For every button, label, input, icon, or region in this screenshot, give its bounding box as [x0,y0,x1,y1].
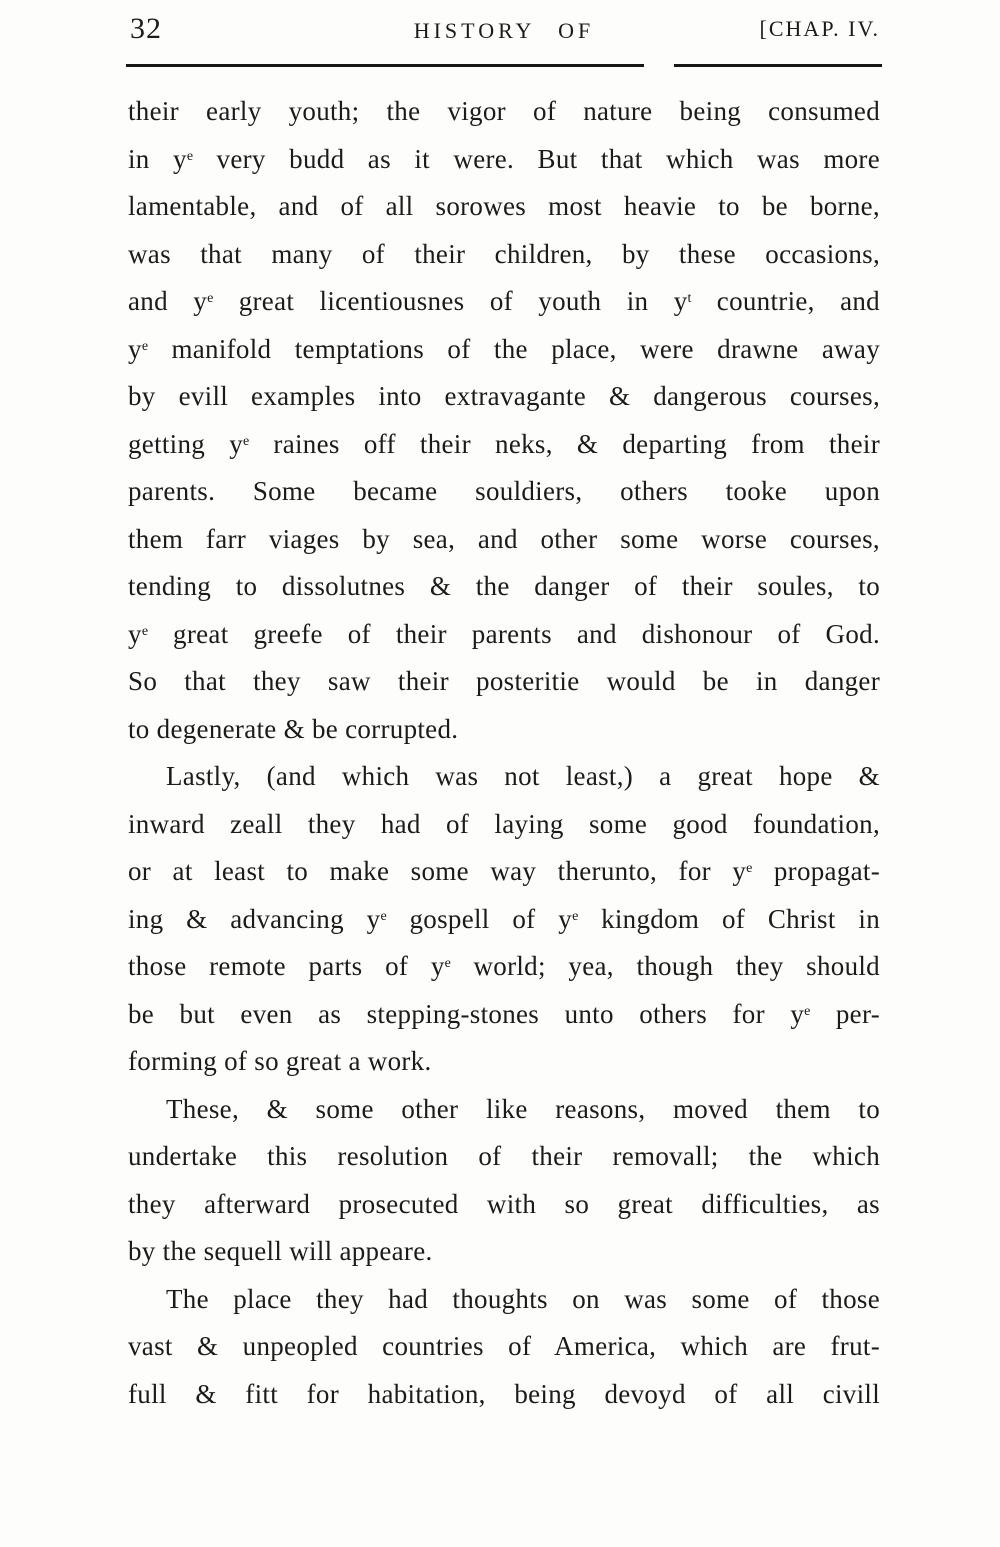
text-line: undertake this resolution of their removall; the which [128,1141,880,1171]
header-rule [126,64,882,67]
text-line: those remote parts of $y^e$ world; yea, though they should [128,951,880,981]
text-line: Lastly, (and which was not least,) a great hope & [166,761,880,791]
text-line: in $y^e$ very budd as it were. But that which was more [128,143,880,174]
text-line: The place they had thoughts on was some of those [166,1283,880,1314]
chapter-label: [CHAP. IV. [759,16,880,41]
text-line: vast & unpeopled countries of America, which are frut- [128,1331,880,1361]
text-line: lamentable, and of all sorowes most heavie to be borne, [128,191,880,221]
text-line: and $y^e$ great licentiousnes of youth in $y^t$ countrie, and [128,286,880,316]
page-body [128,88,880,1418]
text-line: These, & some other like reasons, moved them to [166,1093,880,1124]
paragraph [128,753,880,1086]
paragraph [128,1086,880,1276]
text-line: or at least to make some way therunto, for $y^e$ propagat- [128,856,881,886]
page-header [128,12,880,52]
text-line: inward zeall they had of laying some good foundation, [128,808,880,839]
text-line: they afterward prosecuted with so great difficulties, as [128,1188,880,1219]
text-line: ing & advancing $y^e$ gospell of $y^e$ kingdom of Christ in [128,903,881,934]
running-title: HISTORY OF [413,18,595,43]
text-line: by evill examples into extravagante & dangerous courses, [128,381,880,411]
text-line: them farr viages by sea, and other some worse courses, [128,523,880,554]
text-line: be but even as stepping-stones unto others for $y^e$ per- [128,998,881,1029]
text-line: forming of so great a work. [128,1046,432,1076]
text-line: So that they saw their posteritie would be in danger [128,666,880,696]
text-line: parents. Some became souldiers, others tooke upon [128,476,880,506]
page-number: 32 [130,12,162,45]
text-line: full & fitt for habitation, being devoyd of all civill [128,1378,880,1409]
text-line: was that many of their children, by these occasions, [128,238,880,269]
text-line: $y^e$ great greefe of their parents and dishonour of God. [128,618,880,649]
text-line: to degenerate & be corrupted. [128,713,459,744]
text-line: their early youth; the vigor of nature being consumed [128,96,880,126]
text-line: by the sequell will appeare. [128,1236,433,1266]
text-line: $y^e$ manifold temptations of the place, were drawne away [128,333,880,364]
text-line: getting $y^e$ raines off their neks, & departing from their [128,428,880,459]
paragraph [128,88,880,753]
text-line: tending to dissolutnes & the danger of their soules, to [128,571,880,601]
paragraph [128,1276,880,1419]
